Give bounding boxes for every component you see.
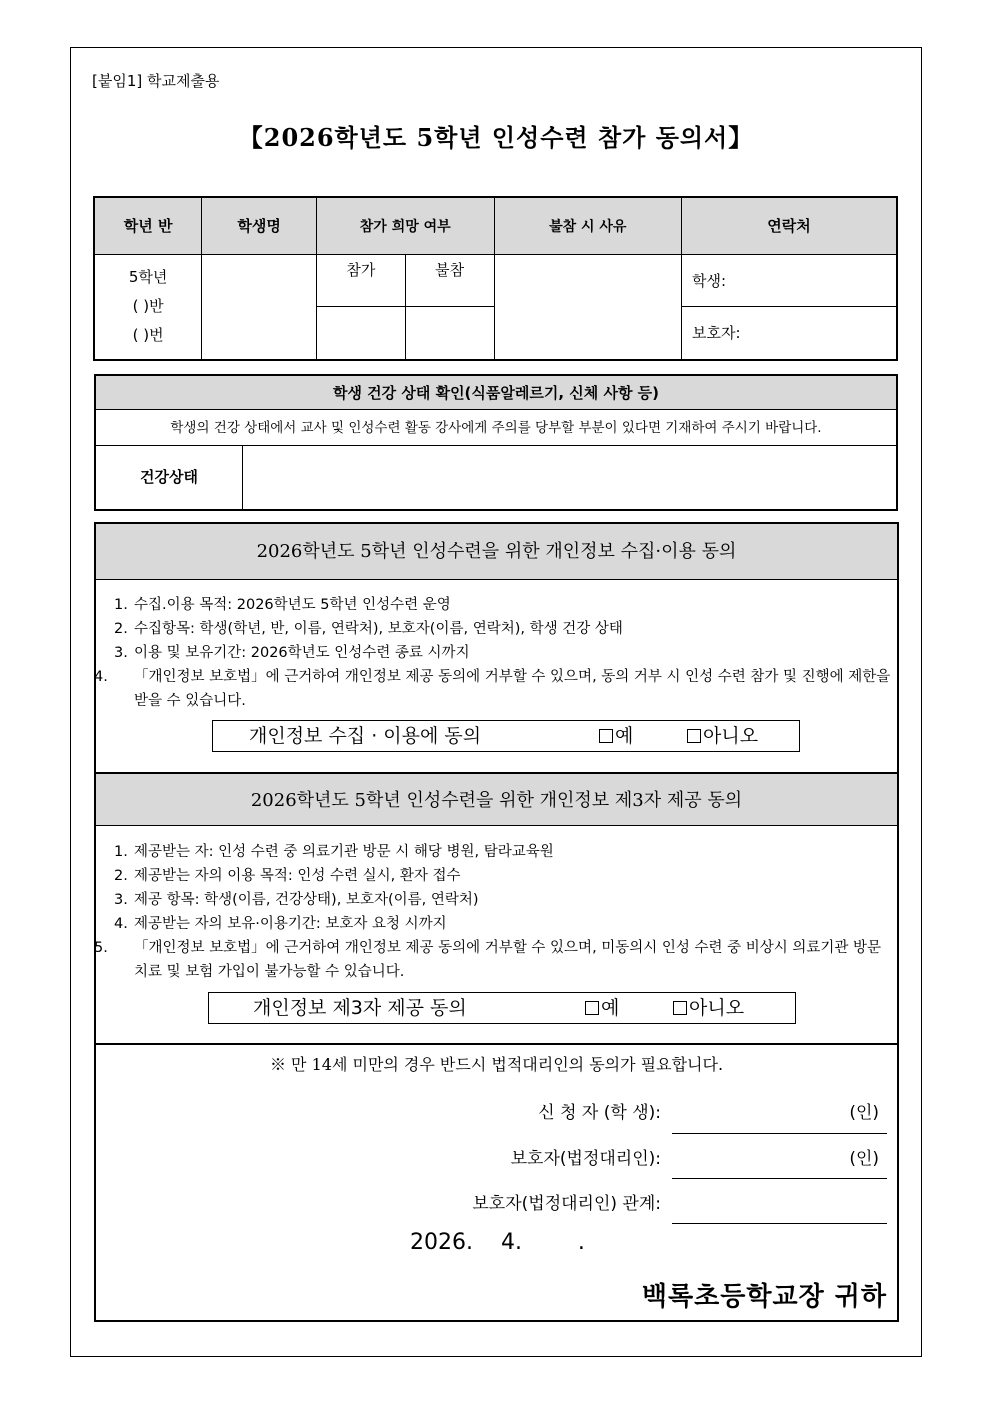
grade-text: 5학년 [128,268,168,287]
guardian-sign-line[interactable] [672,1178,887,1179]
checkbox-icon[interactable] [585,1001,599,1015]
info-table-row [94,254,897,306]
guardian-seal: (인) [849,1149,879,1169]
addressee: 백록초등학교장 귀하 [641,1282,887,1312]
list-item: 4. 「개인정보 보호법」에 근거하여 개인정보 제공 동의에 거부할 수 있으며, 동의 거부 시 인성 수련 참가 및 진행에 제한을 받을 수 있습니다. [94,669,891,709]
third-party-yes-option[interactable]: 예 [585,993,619,1023]
list-item: 4. 제공받는 자의 보유·이용기간: 보호자 요청 시까지 [114,916,447,932]
health-status-label: 건강상태 [96,446,243,509]
absence-reason-field[interactable] [494,254,682,360]
list-item: 3. 이용 및 보유기간: 2026학년도 인성수련 종료 시까지 [114,645,470,661]
student-info-table [93,196,898,361]
date-field: 2026. 4. . [410,1230,585,1255]
privacy-agree-label: 개인정보 수집 · 이용에 동의 [249,725,482,747]
list-item: 2. 제공받는 자의 이용 목적: 인성 수련 실시, 환자 접수 [114,868,461,884]
third-party-agree-box [208,992,796,1024]
attend-yes-label: 참가 [316,254,405,306]
contact-guardian-field[interactable]: 보호자: [682,306,898,360]
list-item: 1. 제공받는 자: 인성 수련 중 의료기관 방문 시 해당 병원, 탐라교육원 [114,844,554,860]
third-party-heading: 2026학년도 5학년 인성수련을 위한 개인정보 제3자 제공 동의 [96,772,897,826]
document-title: 【2026학년도 5학년 인성수련 참가 동의서】 [238,123,754,152]
header-absence-reason: 불참 시 사유 [494,197,682,254]
list-item: 1. 수집.이용 목적: 2026학년도 5학년 인성수련 운영 [114,597,451,613]
health-note: 학생의 건강 상태에서 교사 및 인성수련 활동 강사에게 주의를 당부할 부분이 있다면 기재하여 주시기 바랍니다. [96,410,896,446]
applicant-seal: (인) [849,1103,879,1123]
privacy-heading: 2026학년도 5학년 인성수련을 위한 개인정보 수집·이용 동의 [96,524,897,580]
applicant-label: 신 청 자 (학 생): [538,1103,661,1123]
info-table-header-row [94,197,897,254]
relation-line[interactable] [672,1223,887,1224]
privacy-no-option[interactable]: 아니오 [687,721,758,751]
third-party-no-option[interactable]: 아니오 [673,993,744,1023]
health-status-field[interactable] [244,446,898,509]
header-student-name: 학생명 [202,197,317,254]
privacy-yes-option[interactable]: 예 [599,721,633,751]
privacy-agree-box [212,720,800,752]
checkbox-icon[interactable] [673,1001,687,1015]
number-field[interactable]: ( )번 [132,326,164,345]
consent-section [94,522,899,1322]
header-contact: 연락처 [682,197,898,254]
guardian-notice: ※ 만 14세 미만의 경우 반드시 법적대리인의 동의가 필요합니다. [269,1055,724,1074]
third-party-agree-label: 개인정보 제3자 제공 동의 [253,997,467,1019]
attend-yes-check[interactable] [316,306,405,360]
third-party-list [94,840,894,984]
header-participation: 참가 희망 여부 [316,197,494,254]
privacy-list [94,593,894,713]
health-section [94,374,898,511]
contact-student-field[interactable]: 학생: [682,254,898,306]
applicant-sign-line[interactable] [672,1133,887,1134]
attachment-label: [붙임1] 학교제출용 [92,72,220,90]
header-grade-class: 학년 반 [94,197,202,254]
student-name-field[interactable] [202,254,317,360]
health-heading: 학생 건강 상태 확인(식품알레르기, 신체 사항 등) [96,376,896,410]
list-item: 5. 「개인정보 보호법」에 근거하여 개인정보 제공 동의에 거부할 수 있으며, 미동의시 인성 수련 중 비상시 의료기관 방문 치료 및 보험 가입이 불가능할 수 있습니다. [94,940,882,980]
guardian-label: 보호자(법정대리인): [510,1149,661,1169]
attend-no-label: 불참 [405,254,494,306]
checkbox-icon[interactable] [687,729,701,743]
signature-divider [96,1043,897,1045]
list-item: 2. 수집항목: 학생(학년, 반, 이름, 연락처), 보호자(이름, 연락처), 학생 건강 상태 [114,621,623,637]
list-item: 3. 제공 항목: 학생(이름, 건강상태), 보호자(이름, 연락처) [114,892,479,908]
checkbox-icon[interactable] [599,729,613,743]
attend-no-check[interactable] [405,306,494,360]
relation-label: 보호자(법정대리인) 관계: [472,1194,661,1214]
grade-class-cell [94,254,202,360]
class-field[interactable]: ( )반 [132,297,164,316]
